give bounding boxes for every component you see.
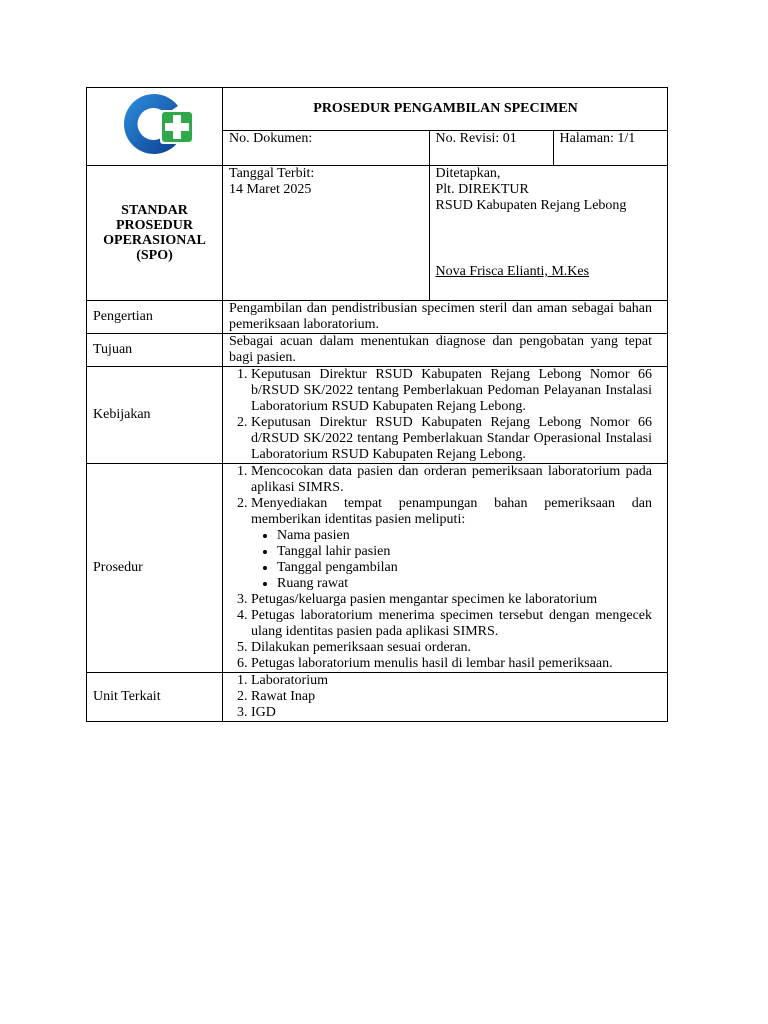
pengertian-text: Pengambilan dan pendistribusian specimen steril dan aman sebagai bahan pemeriksaan laboratorium. [223,301,668,334]
spo-line: STANDAR [121,203,188,218]
prosedur-list [229,464,652,672]
logo-cell [87,88,223,166]
no-dokumen: No. Dokumen: [229,131,313,146]
list-item [251,496,652,592]
no-revisi: No. Revisi: 01 [429,131,553,166]
unit-terkait-content [223,673,668,722]
list-item: 3. Petugas/keluarga pasien mengantar specimen ke laboratorium [251,592,652,608]
kebijakan-content [223,367,668,464]
hospital-logo-icon [116,88,194,160]
sub-list-item: • Nama pasien [277,528,652,544]
list-item: 2. Keputusan Direktur RSUD Kabupaten Rejang Lebong Nomor 66 d/RSUD SK/2022 tentang Pemberlakuan Standar Operasional Instalasi Laboratorium RSUD Kabupaten Rejang Lebong. [251,415,652,463]
spo-label [87,166,223,301]
prosedur-label: Prosedur [87,464,223,673]
sub-list-item: • Ruang rawat [277,576,652,592]
spo-line: (SPO) [136,248,173,263]
spo-line: OPERASIONAL [103,233,206,248]
tanggal-terbit [223,166,429,300]
penetapan [429,166,668,300]
list-item: 1. Laboratorium [251,673,652,689]
list-item: 2. Rawat Inap [251,689,652,705]
unit-terkait-label: Unit Terkait [87,673,223,722]
list-item: 1. Keputusan Direktur RSUD Kabupaten Rejang Lebong Nomor 66 b/RSUD SK/2022 tentang Pemberlakuan Pedoman Pelayanan Instalasi Laboratorium RSUD Kabupaten Rejang Lebong. [251,367,652,415]
signer-name: Nova Frisca Elianti, M.Kes [435,264,590,279]
penetapan-line: Ditetapkan, [435,166,501,181]
kebijakan-label: Kebijakan [87,367,223,464]
tanggal-label: Tanggal Terbit: [229,166,315,181]
list-item-text: Menyediakan tempat penampungan bahan pemeriksaan dan memberikan identitas pasien meliputi: [251,496,652,527]
pengertian-label: Pengertian [87,301,223,334]
sub-list-item: • Tanggal lahir pasien [277,544,652,560]
document-title: PROSEDUR PENGAMBILAN SPECIMEN [223,88,668,131]
list-item: 1. Mencocokan data pasien dan orderan pemeriksaan laboratorium pada aplikasi SIMRS. [251,464,652,496]
sub-list-item: • Tanggal pengambilan [277,560,652,576]
list-item: 5. Dilakukan pemeriksaan sesuai orderan. [251,640,652,656]
penetapan-line: RSUD Kabupaten Rejang Lebong [435,198,627,213]
list-item: 3. IGD [251,705,652,721]
unit-terkait-list [229,673,652,721]
list-item: 4. Petugas laboratorium menerima specimen tersebut dengan mengecek ulang identitas pasien pada aplikasi SIMRS. [251,608,652,640]
tujuan-label: Tujuan [87,334,223,367]
penetapan-line: Plt. DIREKTUR [435,182,529,197]
spo-line: PROSEDUR [115,218,193,233]
identitas-list [251,528,652,592]
tujuan-text: Sebagai acuan dalam menentukan diagnose dan pengobatan yang tepat bagi pasien. [223,334,668,367]
spo-document-table [86,87,668,722]
kebijakan-list [229,367,652,463]
halaman: Halaman: 1/1 [553,131,668,166]
list-item: 6. Petugas laboratorium menulis hasil di lembar hasil pemeriksaan. [251,656,652,672]
tanggal-value: 14 Maret 2025 [229,182,312,197]
prosedur-content [223,464,668,673]
